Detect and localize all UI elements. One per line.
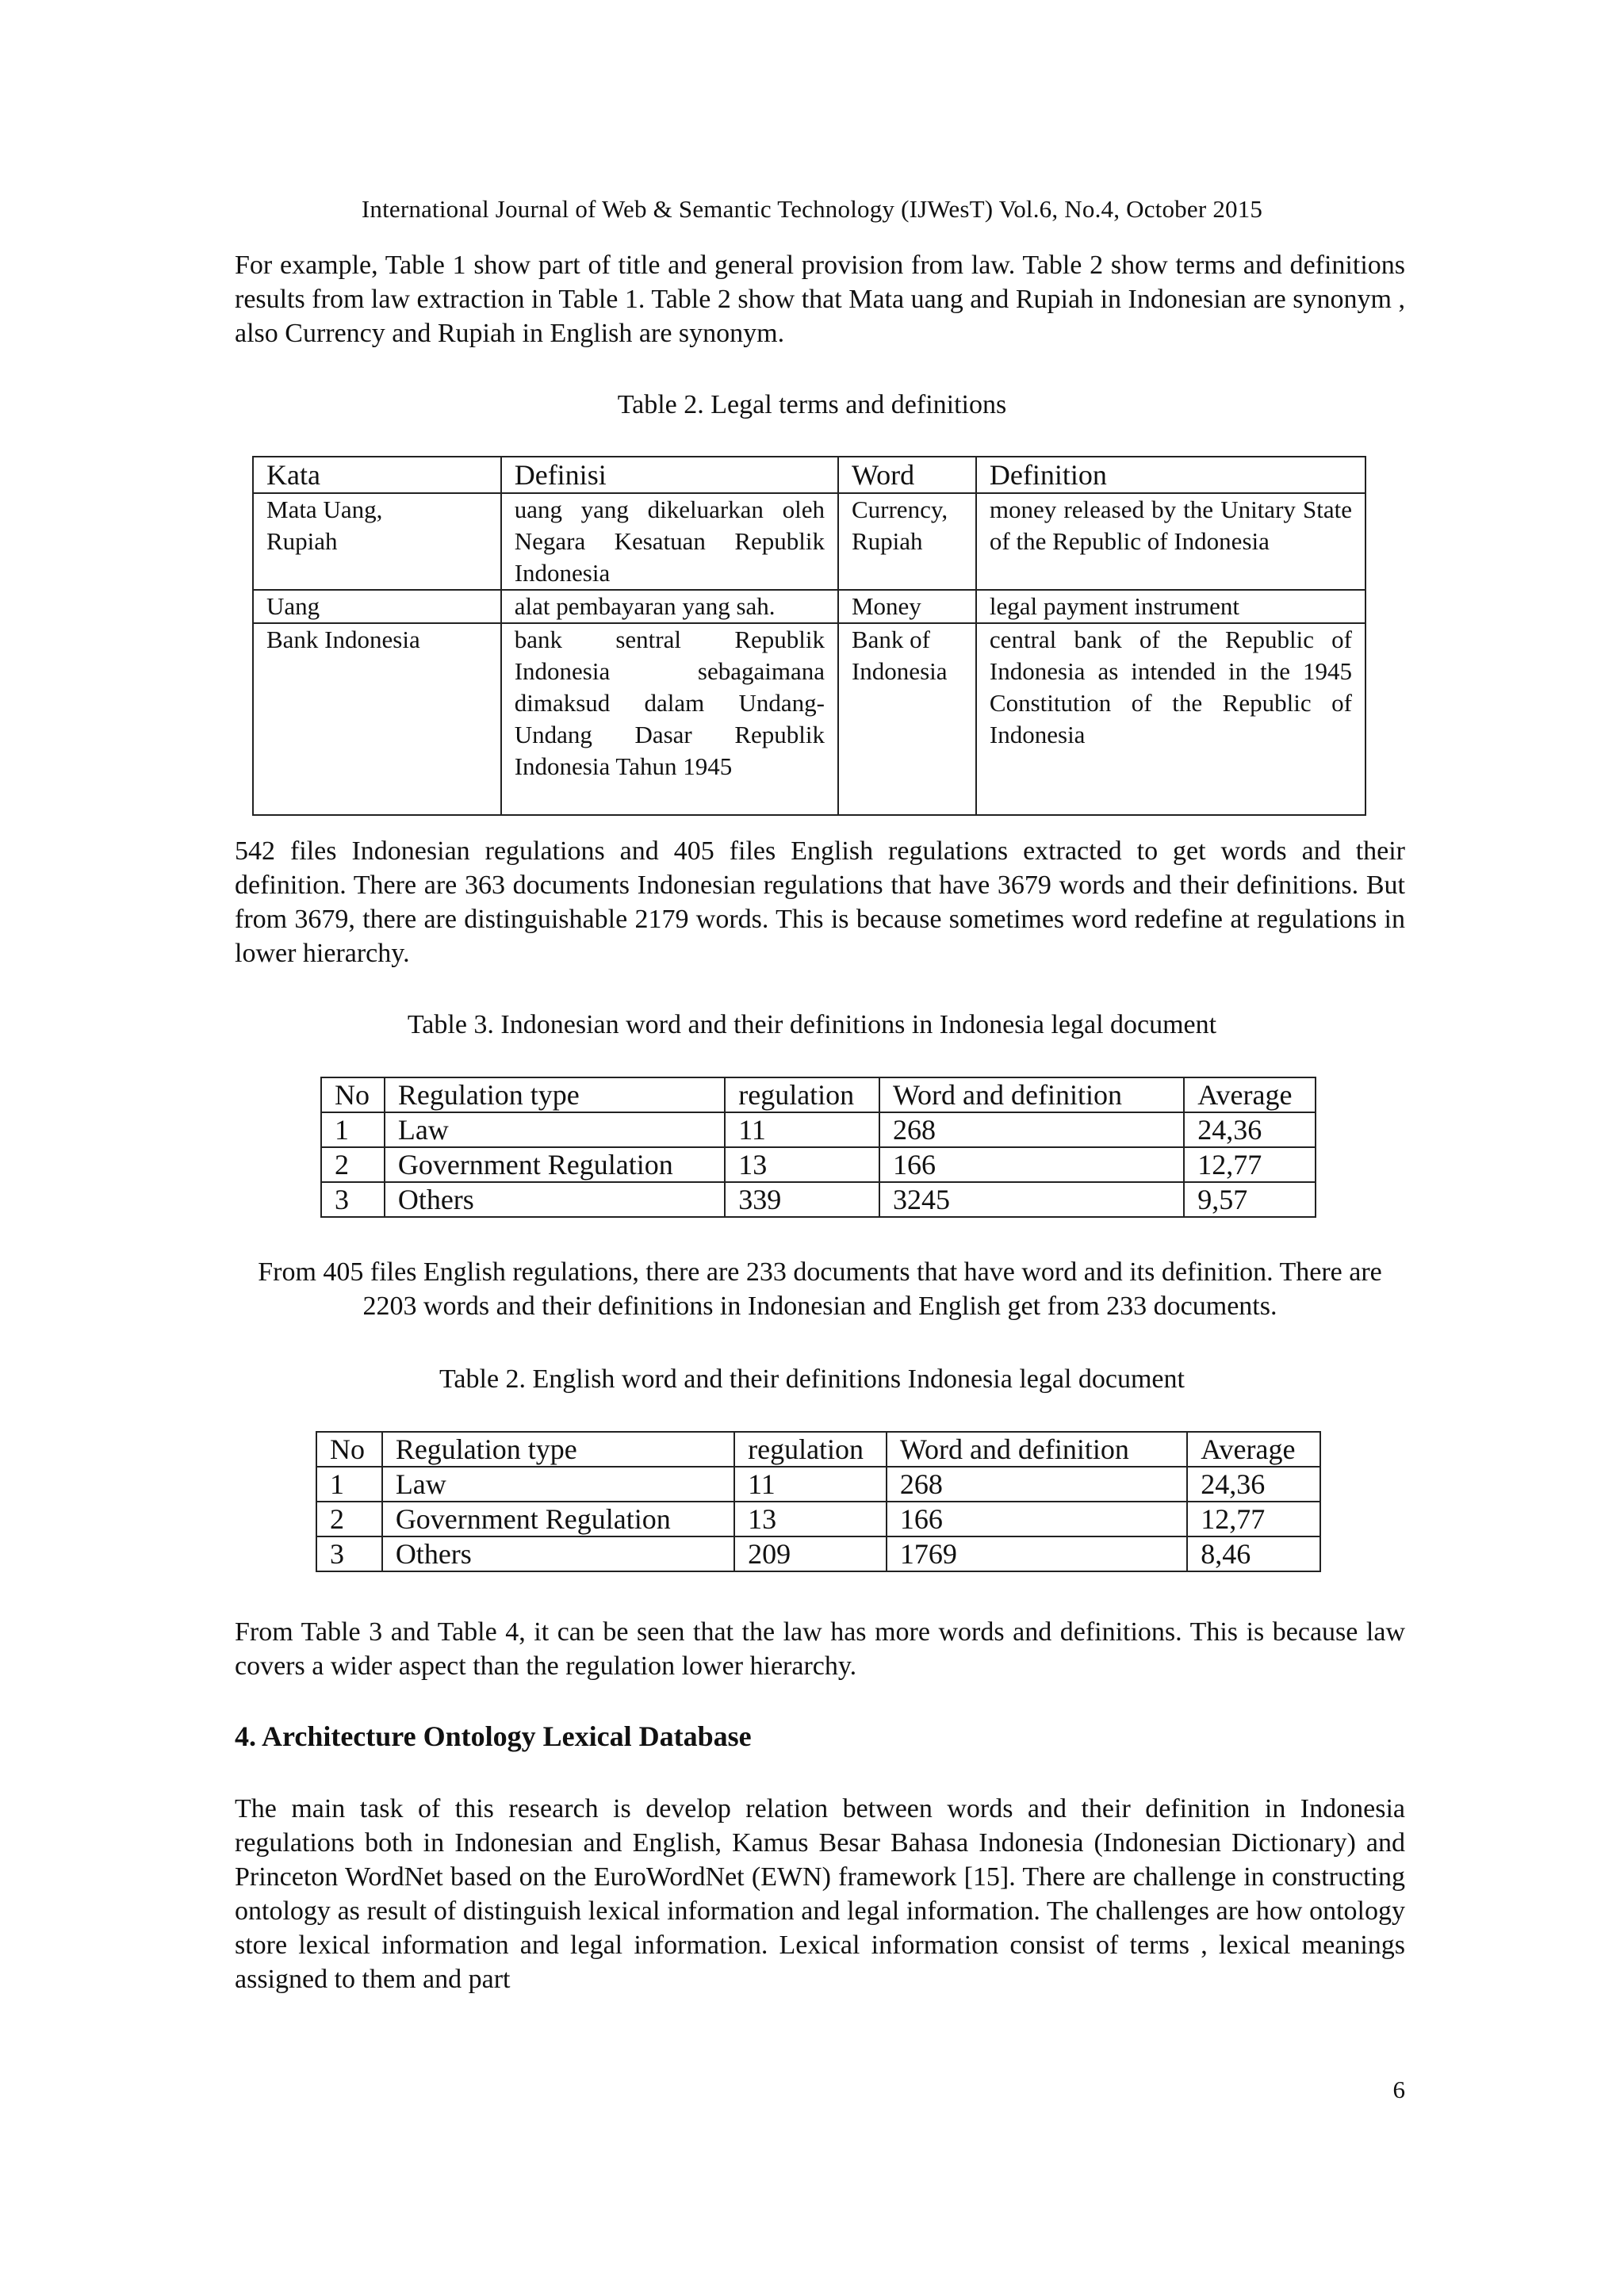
table-cell: 2 [321, 1147, 385, 1182]
table-cell: 3 [316, 1536, 382, 1571]
table-cell: 2 [316, 1502, 382, 1536]
table-cell: 13 [725, 1147, 879, 1182]
table-cell: 166 [879, 1147, 1184, 1182]
table-row [316, 1467, 1320, 1502]
paragraph-3: From 405 files English regulations, there are 233 documents that have word and its definition. There are 2203 words and their definitions in Indonesian and English get from 233 documents. [258, 1257, 1382, 1321]
journal-header: International Journal of Web & Semantic Technology (IJWesT) Vol.6, No.4, October 2015 [361, 195, 1263, 223]
table-cell: 24,36 [1184, 1112, 1316, 1147]
table-cell: 166 [887, 1502, 1187, 1536]
table-cell: Uang [253, 590, 501, 623]
paragraph-4: From Table 3 and Table 4, it can be seen that the law has more words and definitions. This is because law covers a wider aspect than the regulation lower hierarchy. [235, 1617, 1405, 1681]
table-cell: legal payment instrument [976, 590, 1365, 623]
table-row [321, 1182, 1316, 1217]
table-cell: 209 [734, 1536, 887, 1571]
table-cell: Others [385, 1182, 725, 1217]
table-row [253, 623, 1365, 815]
table-cell: Law [385, 1112, 725, 1147]
table-4 [316, 1431, 1321, 1572]
paragraph-2: 542 files Indonesian regulations and 405 files English regulations extracted to get words and their definition. There are 363 documents Indonesian regulations that have 3679 words and their definitions. But from 3679, there are distinguishable 2179 words. This is because sometimes word redefine at regulations in lower hierarchy. [235, 836, 1405, 968]
table-cell: 3 [321, 1182, 385, 1217]
column-header: No [321, 1077, 385, 1112]
table-cell: 11 [734, 1467, 887, 1502]
table-cell: alat pembayaran yang sah. [501, 590, 838, 623]
table-cell: Government Regulation [382, 1502, 734, 1536]
table-cell: 11 [725, 1112, 879, 1147]
column-header: regulation [725, 1077, 879, 1112]
table-cell: 268 [887, 1467, 1187, 1502]
column-header: Word and definition [879, 1077, 1184, 1112]
table-cell: 24,36 [1187, 1467, 1320, 1502]
table-cell: 12,77 [1187, 1502, 1320, 1536]
column-header: Word [838, 457, 976, 493]
column-header: Regulation type [385, 1077, 725, 1112]
table-cell: Government Regulation [385, 1147, 725, 1182]
column-header: Definition [976, 457, 1365, 493]
table-header-row [316, 1432, 1320, 1467]
column-header: No [316, 1432, 382, 1467]
table-cell: 13 [734, 1502, 887, 1536]
column-header: Regulation type [382, 1432, 734, 1467]
table-cell: Bank Indonesia [253, 623, 501, 815]
table-cell: 8,46 [1187, 1536, 1320, 1571]
column-header: Kata [253, 457, 501, 493]
intro-paragraph: For example, Table 1 show part of title and general provision from law. Table 2 show terms and definitions results from law extraction in Table 1. Table 2 show that Mata uang and Rupiah in Indonesian are synonym , also Currency and Rupiah in English are synonym. [235, 251, 1405, 348]
table-row [321, 1112, 1316, 1147]
table-cell: 12,77 [1184, 1147, 1316, 1182]
table-cell: 268 [879, 1112, 1184, 1147]
paragraph-5: The main task of this research is develop relation between words and their definition in Indonesia regulations both in Indonesian and English, Kamus Besar Bahasa Indonesia (Indonesian Dictionary) and Princeton WordNet based on the EuroWordNet (EWN) framework [15]. There are challenge in constructing ontology as result of distinguish lexical information and legal information. The challenges are how ontology store lexical information and legal information. Lexical information consist of terms , lexical meanings assigned to them and part [235, 1794, 1405, 1994]
table-cell: 1769 [887, 1536, 1187, 1571]
table-cell: Mata Uang, Rupiah [253, 493, 501, 590]
table-terms-caption: Table 2. Legal terms and definitions [617, 390, 1007, 419]
table-row [253, 590, 1365, 623]
table-cell: Others [382, 1536, 734, 1571]
table-cell: 9,57 [1184, 1182, 1316, 1217]
table-cell: bank sentral Republik Indonesia sebagaimana dimaksud dalam Undang-Undang Dasar Republik Indonesia Tahun 1945 [501, 623, 838, 815]
table-row [253, 493, 1365, 590]
table-3-caption: Table 3. Indonesian word and their definitions in Indonesia legal document [407, 1010, 1217, 1039]
table-cell: central bank of the Republic of Indonesia as intended in the 1945 Constitution of the Republic of Indonesia [976, 623, 1365, 815]
table-4-caption: Table 2. English word and their definitions Indonesia legal document [439, 1364, 1185, 1394]
table-header-row [253, 457, 1365, 493]
section-heading: 4. Architecture Ontology Lexical Database [235, 1720, 752, 1752]
table-header-row [321, 1077, 1316, 1112]
table-cell: Law [382, 1467, 734, 1502]
column-header: regulation [734, 1432, 887, 1467]
column-header: Average [1184, 1077, 1316, 1112]
table-cell: uang yang dikeluarkan oleh Negara Kesatuan Republik Indonesia [501, 493, 838, 590]
table-row [321, 1147, 1316, 1182]
column-header: Word and definition [887, 1432, 1187, 1467]
table-cell: Currency, Rupiah [838, 493, 976, 590]
table-cell: 1 [316, 1467, 382, 1502]
table-3 [320, 1077, 1316, 1218]
column-header: Definisi [501, 457, 838, 493]
page-number: 6 [1392, 2076, 1405, 2103]
table-cell: 3245 [879, 1182, 1184, 1217]
table-cell: money released by the Unitary State of the Republic of Indonesia [976, 493, 1365, 590]
table-cell: Money [838, 590, 976, 623]
column-header: Average [1187, 1432, 1320, 1467]
table-cell: 339 [725, 1182, 879, 1217]
table-cell: 1 [321, 1112, 385, 1147]
table-row [316, 1536, 1320, 1571]
table-row [316, 1502, 1320, 1536]
legal-terms-table [252, 456, 1366, 816]
table-cell: Bank of Indonesia [838, 623, 976, 815]
